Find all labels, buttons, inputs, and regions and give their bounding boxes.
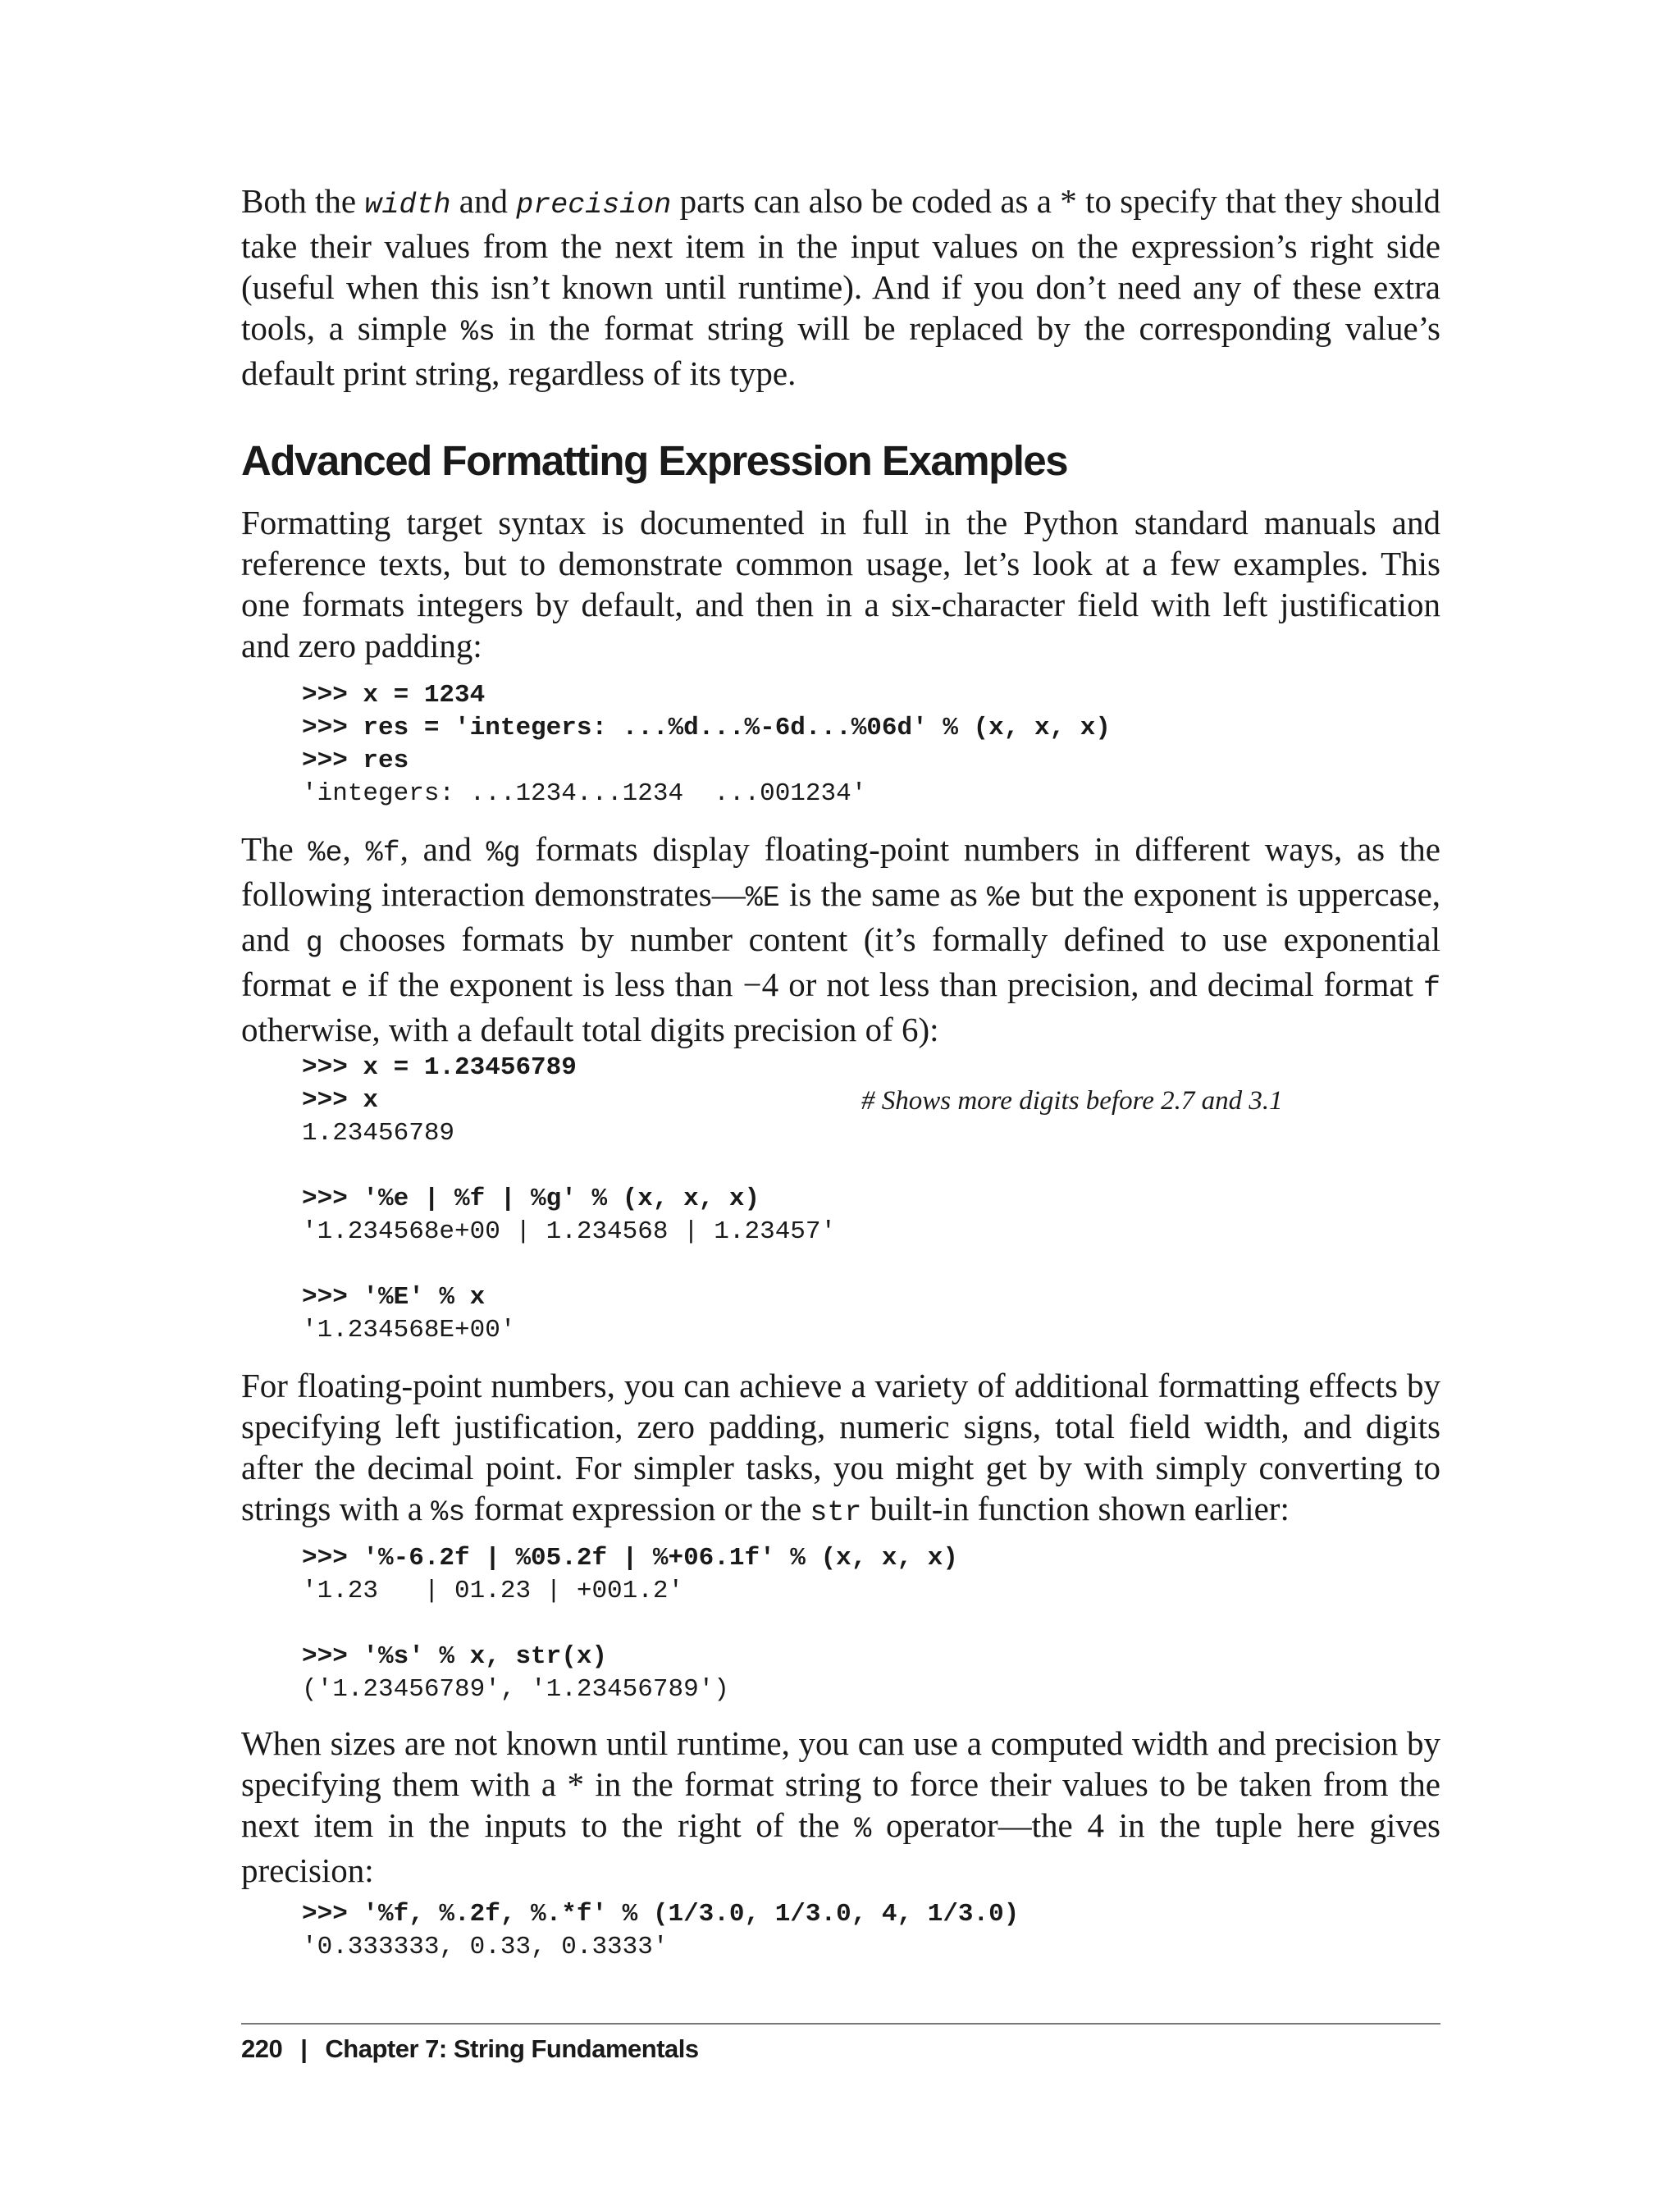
inline-code: width <box>364 189 451 221</box>
code-line: >>> '%f, %.2f, %.*f' % (1/3.0, 1/3.0, 4, 1/3.0) <box>302 1900 1020 1929</box>
paragraph-runtime-sizes: When sizes are not known until runtime, you can use a computed width and precision by specifying them with a * in the format string to force their values to be taken from the next item in the inputs to the right of the % operator—the 4 in the tuple here gives precision: <box>241 1724 1440 1889</box>
code-line: >>> x = 1.23456789 <box>302 1053 577 1082</box>
code-line: >>> '%s' % x, str(x) <box>302 1642 608 1671</box>
paragraph-formatting-syntax: Formatting target syntax is documented in full in the Python standard manuals and reference texts, but to demonstrate common usage, let’s look at a few examples. This one formats integers by default, and then in a six-character field with left justification and zero padding: <box>241 504 1440 664</box>
inline-code: %s <box>460 316 495 349</box>
paragraph-float-formats: The %e, %f, and %g formats display floating-point numbers in different ways, as the following interaction demonstrates—%E is the same as %e but the exponent is uppercase, and g chooses formats by number content (it’s formally defined to use exponential format e if the exponent is less than −4 or not less than precision, and decimal format f otherwise, with a default total digits precision of 6): <box>241 830 1441 1048</box>
page-footer <box>241 2033 699 2066</box>
code-line: >>> '%e | %f | %g' % (x, x, x) <box>302 1185 760 1213</box>
code-output: 'integers: ...1234...1234 ...001234' <box>302 779 867 808</box>
section-heading-block <box>241 436 1440 486</box>
code-output: 1.23456789 <box>302 1119 455 1148</box>
code-output: '1.23 | 01.23 | +001.2' <box>302 1577 684 1605</box>
footer-separator: | <box>300 2034 308 2063</box>
code-block-integers <box>302 679 1111 810</box>
code-line: >>> res = 'integers: ...%d...%-6d...%06d' % (x, x, x) <box>302 714 1111 742</box>
code-line: >>> x = 1234 <box>302 681 486 710</box>
code-line: >>> '%E' % x <box>302 1283 486 1312</box>
code-output: '0.333333, 0.33, 0.3333' <box>302 1933 669 1961</box>
code-output: '1.234568E+00' <box>302 1316 516 1344</box>
code-block-floats <box>302 1052 836 1347</box>
code-block-star-precision <box>302 1898 1019 1964</box>
code-line: >>> '%-6.2f | %05.2f | %+06.1f' % (x, x, x) <box>302 1544 958 1573</box>
code-block-float-effects <box>302 1542 958 1706</box>
code-output: ('1.23456789', '1.23456789') <box>302 1675 729 1704</box>
page-number: 220 <box>241 2034 283 2063</box>
section-heading: Advanced Formatting Expression Examples <box>241 437 1068 484</box>
code-line: >>> res <box>302 746 409 775</box>
footer-rule <box>241 2023 1440 2025</box>
code-line: >>> x <box>302 1086 379 1115</box>
code-output: '1.234568e+00 | 1.234568 | 1.23457' <box>302 1217 837 1246</box>
paragraph-float-effects: For floating-point numbers, you can achieve a variety of additional formatting effects by specifying left justification, zero padding, numeric signs, total field width, and digits after the decimal point. For simpler tasks, you might get by with simply converting to strings with a %s format expression or the str built-in function shown earlier: <box>241 1367 1440 1529</box>
chapter-title: Chapter 7: String Fundamentals <box>325 2034 699 2063</box>
code-comment: # Shows more digits before 2.7 and 3.1 <box>861 1086 1283 1116</box>
inline-code: precision <box>516 189 672 221</box>
intro-paragraph: Both the width and precision parts can also be coded as a * to specify that they should take their values from the next item in the input values on the expression’s right side (useful when this isn’t known until runtime). And if you don’t need any of these extra tools, a simple %s in the format string will be replaced by the corresponding value’s default print string, regardless of its type. <box>241 182 1441 392</box>
